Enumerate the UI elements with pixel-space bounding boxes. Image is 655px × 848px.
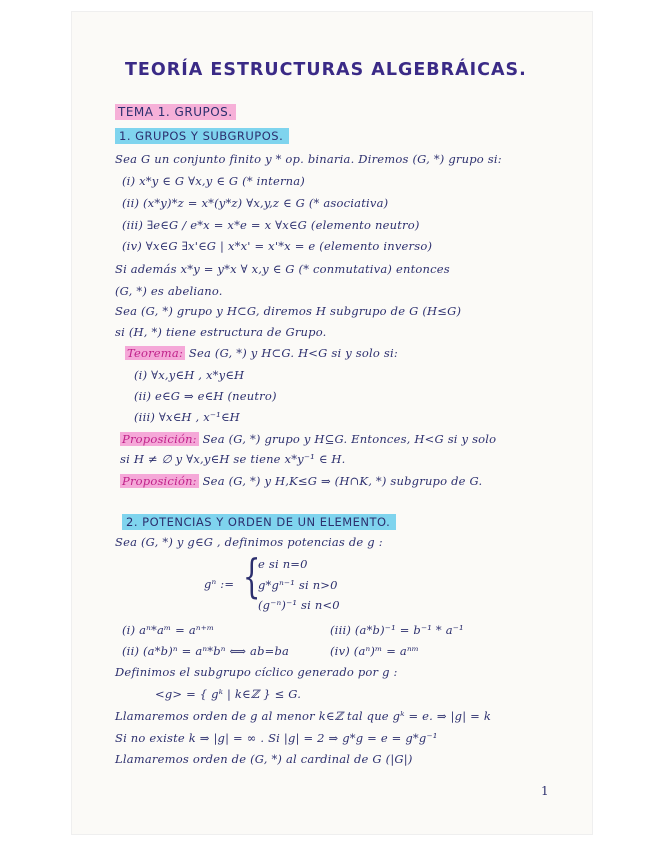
text-line-22: Llamaremos orden de g al menor k∈ℤ tal que gᵏ = e. ⇒ |g| = k	[115, 709, 492, 723]
section-heading-2: 2. POTENCIAS Y ORDEN DE UN ELEMENTO.	[122, 514, 396, 530]
power-case-1: e si n=0	[258, 557, 308, 571]
cyclic-subgroup-formula: <g> = { gᵏ | k∈ℤ } ≤ G.	[155, 687, 302, 701]
chapter-heading: TEMA 1. GRUPOS.	[115, 104, 236, 120]
text-line-4: (iii) ∃e∈G / e*x = x*e = x ∀x∈G (elemento neutro)	[122, 218, 420, 232]
text-line-8: Sea (G, *) grupo y H⊂G, diremos H subgrupo de G (H≤G)	[115, 304, 462, 318]
text-line-23: Si no existe k ⇒ |g| = ∞ . Si |g| = 2 ⇒ g*g = e = g*g⁻¹	[115, 731, 438, 745]
text-line-1: Sea G un conjunto finito y * op. binaria. Diremos (G, *) grupo si:	[115, 152, 502, 166]
proposition-statement-1	[120, 432, 496, 446]
theorem-statement	[125, 346, 398, 360]
proposition-label-2: Proposición:	[122, 474, 197, 488]
proposition-text-1: Sea (G, *) grupo y H⊆G. Entonces, H<G si y solo	[198, 432, 497, 446]
text-line-11: (i) ∀x,y∈H , x*y∈H	[134, 368, 245, 382]
text-line-6: Si además x*y = y*x ∀ x,y ∈ G (* conmutativa) entonces	[115, 262, 450, 276]
power-case-3: (g⁻ⁿ)⁻¹ si n<0	[258, 598, 340, 612]
text-line-2: (i) x*y ∈ G ∀x,y ∈ G (* interna)	[122, 174, 305, 188]
text-line-17: Sea (G, *) y g∈G , definimos potencias de g :	[115, 535, 383, 549]
text-line-24: Llamaremos orden de (G, *) al cardinal de G (|G|)	[115, 752, 413, 766]
page-number: 1	[541, 784, 549, 798]
case-brace: {	[242, 549, 261, 603]
text-line-5: (iv) ∀x∈G ∃x'∈G | x*x' = x'*x = e (elemento inverso)	[122, 239, 433, 253]
theorem-text: Sea (G, *) y H⊂G. H<G si y solo si:	[185, 346, 398, 360]
section-heading-1: 1. GRUPOS Y SUBGRUPOS.	[115, 128, 289, 144]
page-title: TEORÍA ESTRUCTURAS ALGEBRÁICAS.	[125, 60, 527, 80]
proposition-text-2: Sea (G, *) y H,K≤G ⇒ (H∩K, *) subgrupo de G.	[198, 474, 483, 488]
proposition-label-1: Proposición:	[122, 432, 197, 446]
text-line-7: (G, *) es abeliano.	[115, 284, 223, 298]
text-line-3: (ii) (x*y)*z = x*(y*z) ∀x,y,z ∈ G (* asociativa)	[122, 196, 389, 210]
theorem-label: Teorema:	[127, 346, 184, 360]
text-line-13: (iii) ∀x∈H , x⁻¹∈H	[134, 410, 240, 424]
text-line-12: (ii) e∈G ⇒ e∈H (neutro)	[134, 389, 277, 403]
property-iv: (iv) (aⁿ)ᵐ = aⁿᵐ	[330, 644, 420, 658]
property-i: (i) aⁿ*aᵐ = aⁿ⁺ᵐ	[122, 623, 215, 637]
property-iii: (iii) (a*b)⁻¹ = b⁻¹ * a⁻¹	[330, 623, 464, 637]
power-definition-lhs: gⁿ :=	[204, 577, 235, 591]
property-ii: (ii) (a*b)ⁿ = aⁿ*bⁿ ⟺ ab=ba	[122, 644, 290, 658]
text-line-20: Definimos el subgrupo cíclico generado por g :	[115, 665, 398, 679]
power-case-2: g*gⁿ⁻¹ si n>0	[258, 578, 338, 592]
proposition-statement-2	[120, 474, 482, 488]
text-line-15: si H ≠ ∅ y ∀x,y∈H se tiene x*y⁻¹ ∈ H.	[120, 452, 346, 466]
text-line-9: si (H, *) tiene estructura de Grupo.	[115, 325, 327, 339]
